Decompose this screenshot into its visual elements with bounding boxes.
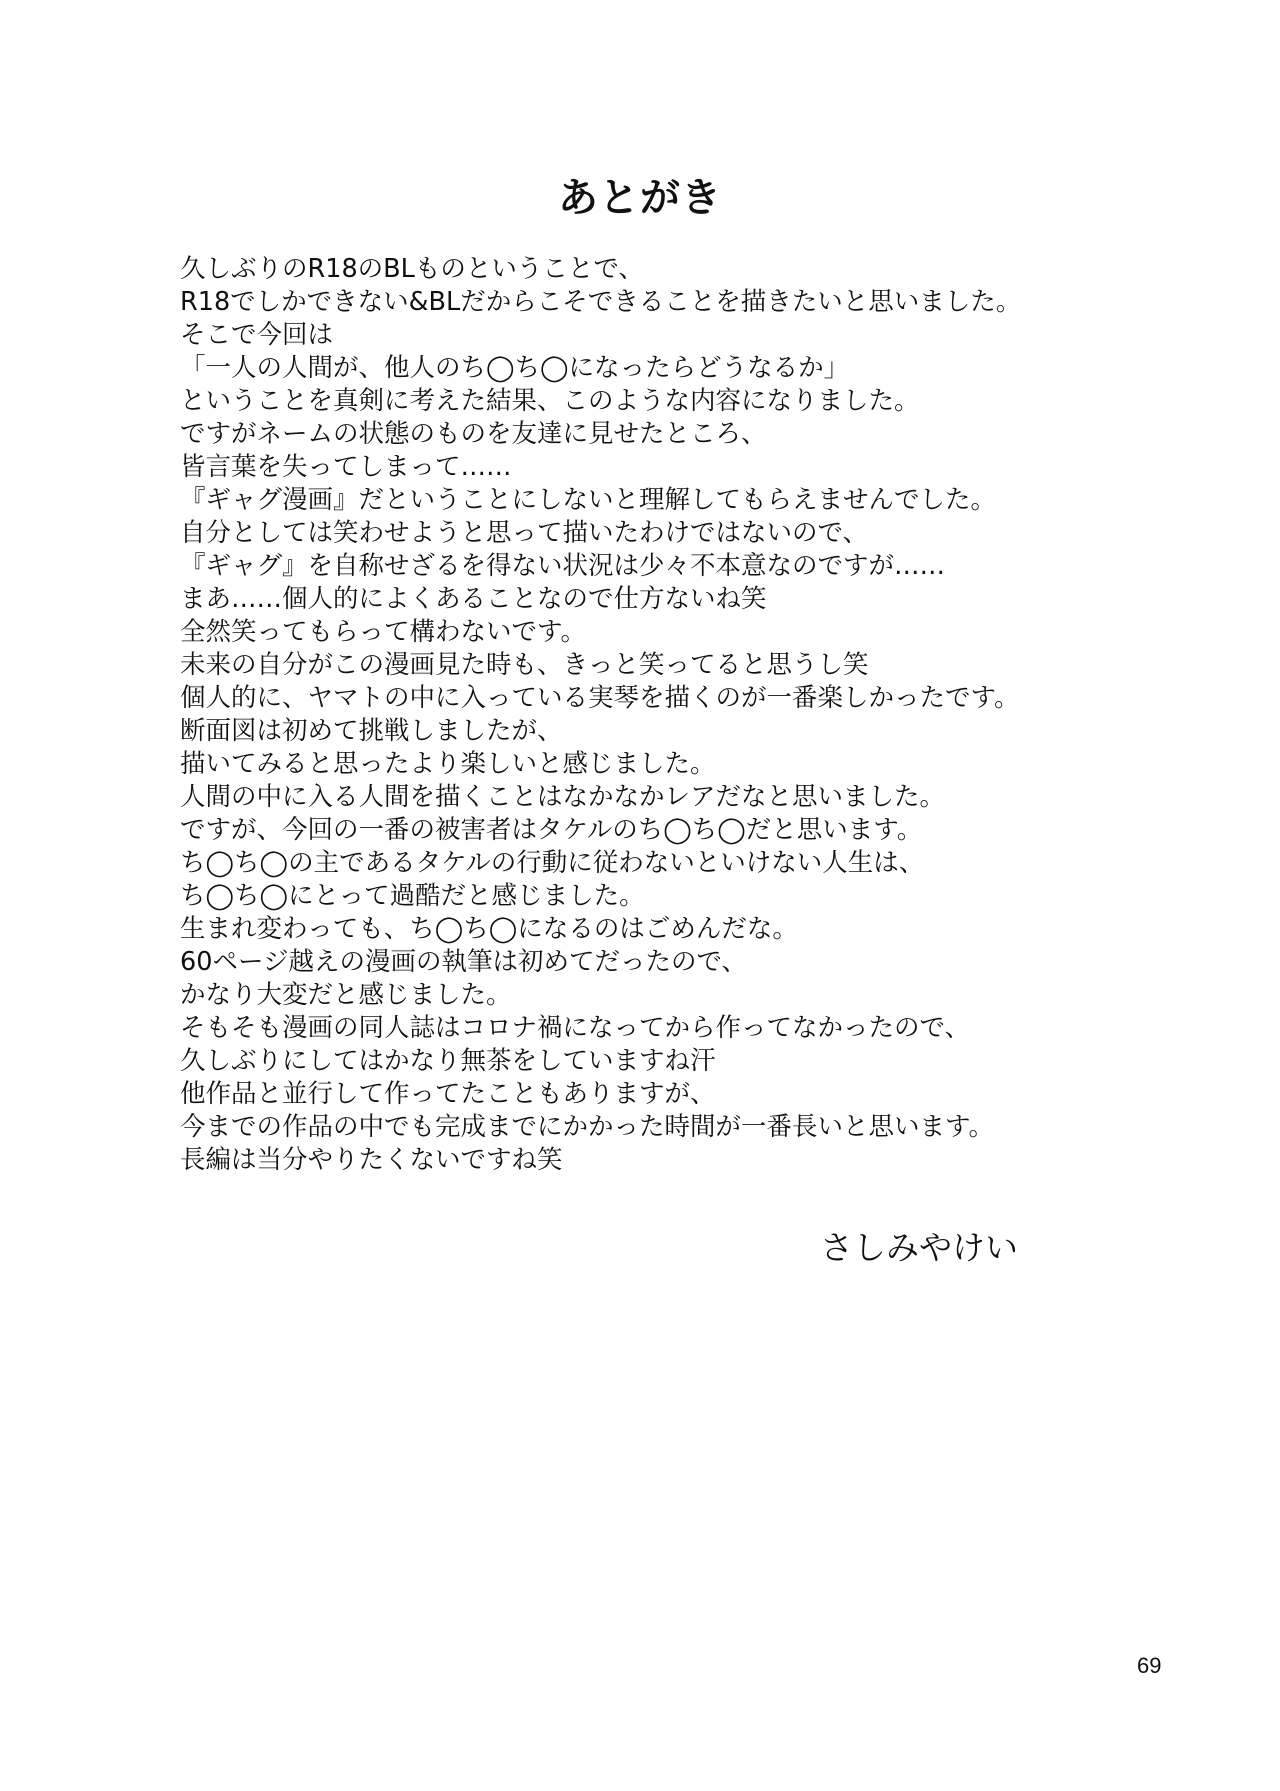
body-line: かなり大変だと感じました。: [180, 980, 512, 1010]
afterword-body: [180, 253, 1180, 1177]
body-line: 『ギャグ』を自称せざるを得ない状況は少々不本意なのですが……: [180, 551, 946, 581]
body-line: 断面図は初めて挑戦しましたが、: [180, 716, 563, 746]
body-line: 生まれ変わっても、ち◯ち◯になるのはごめんだな。: [180, 914, 798, 944]
body-line: 全然笑ってもらって構わないです。: [180, 617, 586, 647]
body-line: ち◯ち◯の主であるタケルの行動に従わないといけない人生は、: [180, 848, 925, 878]
body-line: ですが、今回の一番の被害者はタケルのち◯ち◯だと思います。: [180, 815, 923, 845]
body-line: 皆言葉を失ってしまって……: [180, 452, 512, 482]
body-line: まあ……個人的によくあることなので仕方ないね笑: [180, 584, 767, 614]
body-line: 60ページ越えの漫画の執筆は初めてだったので、: [180, 947, 747, 977]
page-number: 69: [1137, 1653, 1162, 1678]
body-line: 久しぶりにしてはかなり無茶をしていますね汗: [180, 1046, 716, 1076]
body-line: 個人的に、ヤマトの中に入っている実琴を描くのが一番楽しかったです。: [180, 683, 1020, 713]
body-line: ということを真剣に考えた結果、このような内容になりました。: [180, 386, 920, 416]
body-line: 今までの作品の中でも完成までにかかった時間が一番長いと思います。: [180, 1112, 994, 1142]
body-line: 自分としては笑わせようと思って描いたわけではないので、: [180, 518, 868, 548]
body-line: 他作品と並行して作ってたこともありますが、: [180, 1079, 716, 1109]
page-title: あとがき: [558, 175, 722, 221]
body-line: 『ギャグ漫画』だということにしないと理解してもらえませんでした。: [180, 485, 997, 515]
body-line: 久しぶりのR18のBLものということで、: [180, 254, 644, 284]
body-line: 「一人の人間が、他人のち◯ち◯になったらどうなるか」: [180, 353, 850, 383]
body-line: ですがネームの状態のものを友達に見せたところ、: [180, 419, 767, 449]
body-line: 人間の中に入る人間を描くことはなかなかレアだなと思いました。: [180, 782, 946, 812]
body-line: 描いてみると思ったより楽しいと感じました。: [180, 749, 716, 779]
author-signature: さしみやけい: [820, 1228, 1018, 1267]
body-line: 未来の自分がこの漫画見た時も、きっと笑ってると思うし笑: [180, 650, 869, 680]
body-line: R18でしかできない&BLだからこそできることを描きたいと思いました。: [180, 287, 1022, 317]
body-line: そもそも漫画の同人誌はコロナ禍になってから作ってなかったので、: [180, 1013, 970, 1043]
body-line: ち◯ち◯にとって過酷だと感じました。: [180, 881, 645, 911]
body-line: 長編は当分やりたくないですね笑: [180, 1145, 563, 1175]
body-line: そこで今回は: [180, 320, 334, 350]
